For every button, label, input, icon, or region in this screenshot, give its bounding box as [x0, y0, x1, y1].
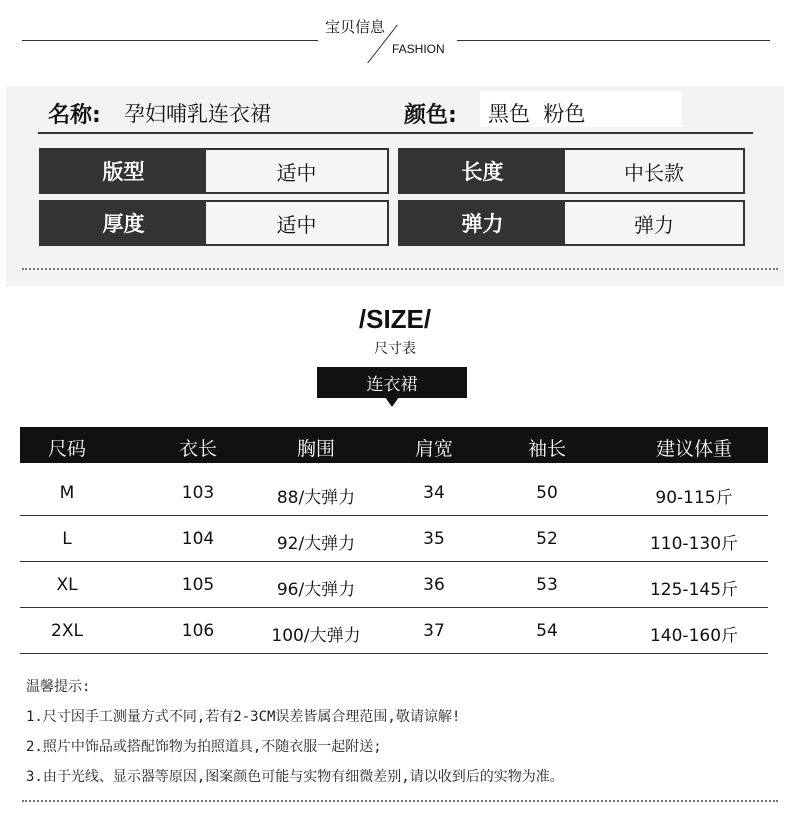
note-line: 3.由于光线、显示器等原因,图案颜色可能与实物有细微差别,请以收到后的实物为准。 [26, 769, 564, 785]
size-title: /SIZE/ [358, 304, 432, 334]
table-cell: 34 [423, 483, 445, 503]
column-header: 建议体重 [655, 438, 733, 460]
attribute-key: 弹力 [400, 202, 565, 244]
table-cell: 105 [181, 575, 215, 595]
table-cell: M [59, 483, 75, 503]
table-cell: 96/大弹力 [276, 580, 356, 600]
table-cell: 92/大弹力 [276, 534, 356, 554]
table-cell: 50 [536, 483, 558, 503]
table-cell: 36 [423, 575, 445, 595]
table-cell: L [62, 529, 72, 549]
attribute-fit [39, 148, 389, 194]
category-tag: 连衣裙 [317, 367, 467, 398]
table-cell: 54 [536, 621, 558, 641]
table-cell: 100/大弹力 [271, 626, 361, 646]
dotted-divider [22, 268, 778, 270]
attribute-key: 版型 [41, 150, 206, 192]
attribute-key: 长度 [400, 150, 565, 192]
section-subtitle: FASHION [392, 42, 445, 56]
column-header: 尺码 [47, 438, 87, 460]
table-row [20, 562, 768, 608]
note-line: 1.尺寸因手工测量方式不同,若有2-3CM误差皆属合理范围,敬请谅解! [26, 709, 461, 725]
color-value: 黑色 粉色 [488, 102, 586, 126]
header-divider-left [22, 40, 318, 41]
attribute-value: 适中 [206, 202, 387, 244]
table-row [20, 516, 768, 562]
table-cell: 37 [423, 621, 445, 641]
column-header: 袖长 [527, 438, 567, 460]
name-value: 孕妇哺乳连衣裙 [124, 102, 271, 126]
name-label: 名称: [48, 103, 101, 128]
table-cell: XL [56, 575, 78, 595]
info-divider [38, 132, 753, 134]
table-row [20, 608, 768, 654]
header-divider-right [457, 40, 770, 41]
table-row [20, 470, 768, 516]
size-subtitle: 尺寸表 [374, 341, 416, 357]
table-cell: 2XL [51, 621, 83, 641]
column-header: 胸围 [296, 438, 336, 460]
table-cell: 104 [181, 529, 215, 549]
column-header: 衣长 [178, 438, 218, 460]
table-cell: 35 [423, 529, 445, 549]
table-cell: 140-160斤 [649, 626, 739, 646]
table-cell: 106 [181, 621, 215, 641]
section-title: 宝贝信息 [325, 18, 386, 36]
table-cell: 110-130斤 [649, 534, 739, 554]
notes-title: 温馨提示: [26, 679, 91, 695]
notes-block [26, 672, 564, 792]
table-cell: 103 [181, 483, 215, 503]
attribute-elasticity [398, 200, 745, 246]
table-cell: 52 [536, 529, 558, 549]
table-cell: 125-145斤 [649, 580, 739, 600]
dotted-divider [22, 800, 778, 802]
table-cell: 88/大弹力 [276, 488, 356, 508]
attribute-key: 厚度 [41, 202, 206, 244]
attribute-length [398, 148, 745, 194]
attribute-thickness [39, 200, 389, 246]
note-line: 2.照片中饰品或搭配饰物为拍照道具,不随衣服一起附送; [26, 739, 382, 755]
table-cell: 90-115斤 [655, 488, 733, 508]
attribute-value: 适中 [206, 150, 387, 192]
attribute-value: 中长款 [565, 150, 743, 192]
color-label: 颜色: [404, 103, 457, 128]
size-table-header [20, 427, 768, 463]
table-cell: 53 [536, 575, 558, 595]
attribute-value: 弹力 [565, 202, 743, 244]
tag-pointer-icon [385, 397, 399, 407]
column-header: 肩宽 [414, 438, 454, 460]
